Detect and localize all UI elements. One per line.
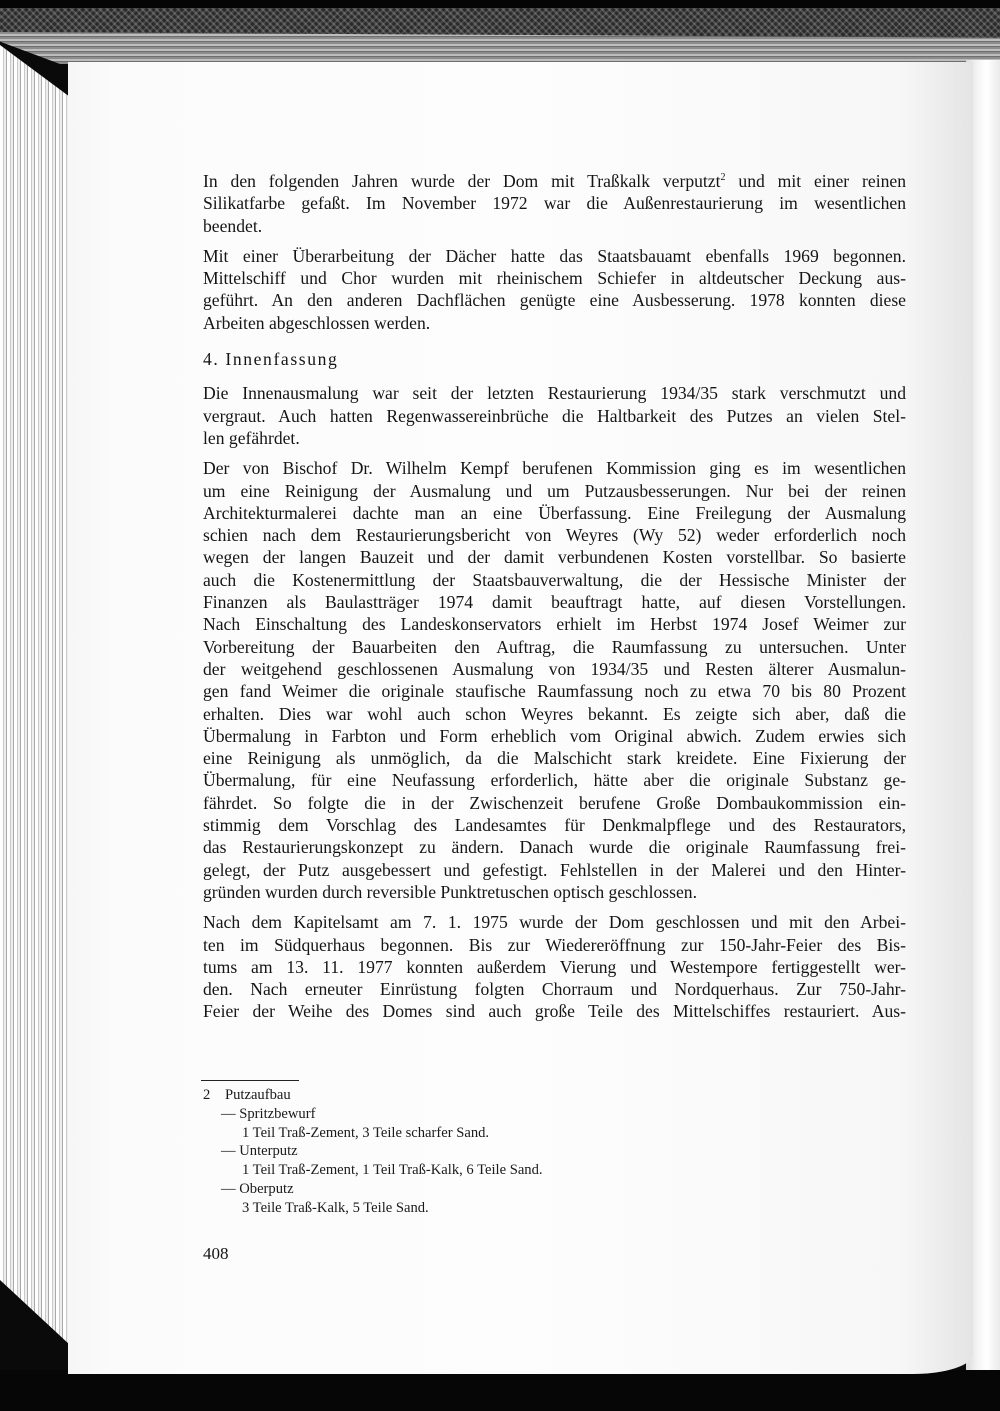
text-line: Vorbereitung der Bauarbeiten den Auftrag, die Raumfassung zu untersuchen. Unter bbox=[203, 636, 906, 657]
text-line: Nach Einschaltung des Landeskonservators erhielt im Herbst 1974 Josef Weimer zur bbox=[203, 614, 906, 635]
text-line: erhalten. Dies war wohl auch schon Weyres bekannt. Es zeigte sich aber, daß die bbox=[203, 703, 906, 724]
text-line: schien nach dem Restaurierungsbericht von Weyres (Wy 52) weder erforderlich noch bbox=[203, 525, 906, 546]
text-line: Mit einer Überarbeitung der Dächer hatte das Staatsbauamt ebenfalls 1969 begonnen. bbox=[203, 245, 906, 266]
text-line: tums am 13. 11. 1977 konnten außerdem Vierung und Westempore fertiggestellt wer- bbox=[203, 956, 906, 977]
text-line: eine Reinigung als unmöglich, da die Malschicht stark kreidete. Eine Fixierung der bbox=[203, 748, 906, 769]
paragraph-commission bbox=[203, 457, 906, 903]
text-line: Silikatfarbe gefaßt. Im November 1972 war die Außenrestaurierung im wesentlichen bbox=[203, 193, 906, 214]
text-line: gelegt, der Putz ausgebessert und gefestigt. Fehlstellen in der Malerei und den Hinter- bbox=[203, 859, 906, 880]
text-line: stimmig dem Vorschlag des Landesamtes für Denkmalpflege und des Restaurators, bbox=[203, 815, 906, 836]
footnote-divider bbox=[201, 1080, 299, 1081]
text-line: Der von Bischof Dr. Wilhelm Kempf berufenen Kommission ging es im wesentlichen bbox=[203, 458, 906, 479]
text-line: Übermalung in Farbton und Form erheblich vom Original abwich. Zudem erwies sich bbox=[203, 725, 906, 746]
paragraph-roofs bbox=[203, 245, 906, 334]
text-line: Die Innenausmalung war seit der letzten Restaurierung 1934/35 stark verschmutzt und bbox=[203, 383, 906, 404]
text-line: ten im Südquerhaus begonnen. Bis zur Wiedereröffnung zur 150-Jahr-Feier des Bis- bbox=[203, 934, 906, 955]
text-line: den. Nach erneuter Einrüstung folgten Chorraum und Nordquerhaus. Zur 750-Jahr- bbox=[203, 979, 906, 1000]
text-line: um eine Reinigung der Ausmalung und um Putzausbesserungen. Nur bei der reinen bbox=[203, 480, 906, 501]
text-line: Mittelschiff und Chor wurden mit rheinischem Schiefer in altdeutscher Deckung aus- bbox=[203, 268, 906, 289]
text-line: Übermalung, für eine Neufassung erforderlich, hätte aber die originale Substanz ge- bbox=[203, 770, 906, 791]
text-line: der weitgehend geschlossenen Ausmalung von 1934/35 und Resten älterer Ausmalun- bbox=[203, 658, 906, 679]
text-line: Arbeiten abgeschlossen werden. bbox=[203, 312, 431, 333]
footnote-item-detail: 3 Teile Traß-Kalk, 5 Teile Sand. bbox=[242, 1199, 429, 1216]
footnote-number: 2 bbox=[203, 1087, 211, 1103]
paragraph-timeline bbox=[203, 911, 906, 1022]
text-line: In den folgenden Jahren wurde der Dom mit Traßkalk verputzt$^2$ und mit einer reinen bbox=[203, 171, 906, 191]
text-line: Nach dem Kapitelsamt am 7. 1. 1975 wurde der Dom geschlossen und mit den Arbei- bbox=[203, 912, 906, 933]
paragraph-interior-condition bbox=[203, 382, 906, 449]
text-line: gen fand Weimer die originale staufische Raumfassung noch zu etwa 70 bis 80 Prozent bbox=[203, 681, 906, 702]
text-line: das Restaurierungskonzept zu ändern. Danach wurde die originale Raumfassung frei- bbox=[203, 837, 906, 858]
text-line: fährdet. So folgte die in der Zwischenzeit berufene Große Dombaukommission ein- bbox=[203, 792, 906, 813]
text-line: auch die Kostenermittlung der Staatsbauverwaltung, die der Hessische Minister der bbox=[203, 569, 906, 590]
footnote-item-label: — Unterputz bbox=[221, 1143, 298, 1160]
text-line: len gefährdet. bbox=[203, 427, 300, 448]
text-line: Feier der Weihe des Domes sind auch große Teile des Mittelschiffes restauriert. Aus- bbox=[203, 1001, 906, 1022]
footnote-title-line bbox=[203, 1086, 703, 1105]
section-heading: 4. Innenfassung bbox=[203, 349, 339, 370]
body-text bbox=[203, 170, 906, 1031]
text-line: vergraut. Auch hatten Regenwassereinbrüche die Haltbarkeit des Putzes an vielen Stel- bbox=[203, 405, 906, 426]
footnote-reference[interactable]: 2 bbox=[720, 172, 726, 183]
text-line: Finanzen als Baulastträger 1974 damit beauftragt hatte, auf diesen Vorstellungen. bbox=[203, 592, 906, 613]
text-line: geführt. An den anderen Dachflächen genügte eine Ausbesserung. 1978 konnten diese bbox=[203, 290, 906, 311]
footnote-title: Putzaufbau bbox=[225, 1087, 291, 1103]
footnote-item-detail: 1 Teil Traß-Zement, 1 Teil Traß-Kalk, 6 Teile Sand. bbox=[242, 1162, 543, 1179]
footnote-item-label: — Oberputz bbox=[221, 1180, 294, 1197]
text-line: Architekturmalerei dachte man an eine Überfassung. Eine Freilegung der Ausmalung bbox=[203, 502, 906, 523]
paragraph-exterior-plaster bbox=[203, 170, 906, 237]
text-line: wegen der langen Bauzeit und der damit verbundenen Kosten vorstellbar. So basierte bbox=[203, 547, 906, 568]
page-number: 408 bbox=[203, 1244, 229, 1263]
footnote-item-detail: 1 Teil Traß-Zement, 3 Teile scharfer Sand. bbox=[242, 1124, 490, 1141]
background-bottom bbox=[0, 1370, 1000, 1411]
page-stack-left-edges bbox=[0, 45, 70, 1345]
text-line: beendet. bbox=[203, 215, 263, 236]
footnote-item-label: — Spritzbewurf bbox=[221, 1105, 316, 1122]
footnotes bbox=[203, 1086, 703, 1218]
text-line: gründen wurden durch reversible Punktretuschen optisch geschlossen. bbox=[203, 881, 697, 902]
